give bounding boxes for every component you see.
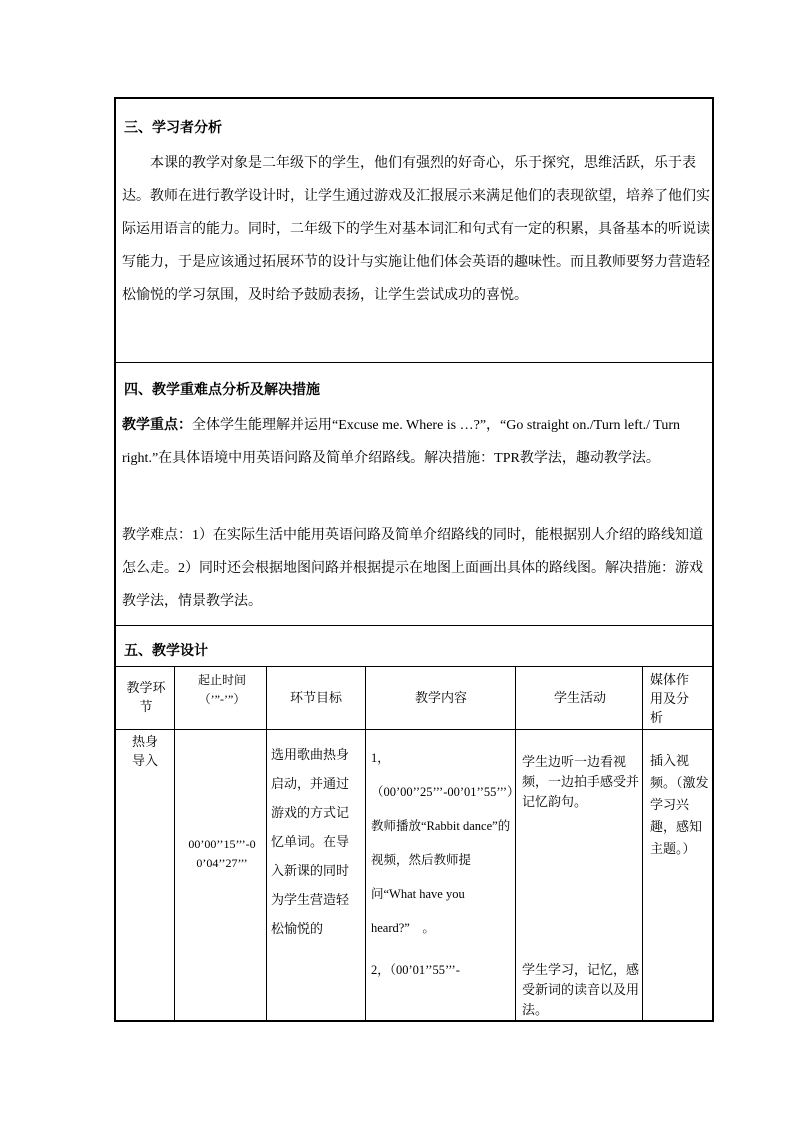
section-4-title: 四、教学重难点分析及解决措施 [124,382,320,398]
key-points-paragraph [122,409,710,475]
row-goal: 选用歌曲热身启动，并通过游戏的方式记忆单词。在导入新课的同时为学生营造轻松愉悦的 [271,748,350,937]
column-divider [266,666,267,1020]
divider [116,666,712,667]
divider [116,625,712,626]
column-divider [365,666,366,1020]
row-media: 插入视频。（激发学习兴趣，感知主题。） [650,754,709,857]
table-header-divider [116,729,712,730]
column-divider [174,666,175,1020]
row-content-2: 2，（00’01’’55’’’- [371,963,460,977]
row-time: 00’00’’15’’’-00’04’’27’’’ [188,837,256,870]
key-points-text: 全体学生能理解并运用“Excuse me. Where is …?”，“Go straight on./Turn left./ Turn right.”在具体语境中用英语问路及简单介绍路线。解决措施：TPR教学法，趣动教学法。 [122,418,681,466]
header-content: 教学内容 [414,691,467,706]
row-content-1: 1，（00’00’’25’’’-00’01’’55’’’）教师播放“Rabbit dance”的视频，然后教师提问“What have you heard?” 。 [371,751,520,935]
header-media: 媒体作用及分析 [650,673,690,726]
key-points-label: 教学重点： [122,418,192,433]
section-3-title: 三、学习者分析 [124,120,222,136]
row-activity-1: 学生边听一边看视频，一边拍手感受并记忆韵句。 [522,755,640,810]
divider [116,362,712,363]
header-goal: 环节目标 [289,691,342,706]
header-time: 起止时间（’”-’”） [197,673,246,706]
section-5-title: 五、教学设计 [124,643,208,659]
difficulty-paragraph: 教学难点：1）在实际生活中能用英语问路及简单介绍路线的同时，能根据别人介绍的路线知道怎么走。2）同时还会根据地图问路并根据提示在地图上面画出具体的路线图。解决措施：游戏教学法，情景教学法。 [122,528,703,609]
row-activity-2: 学生学习，记忆，感受新词的读音以及用法。 [522,963,640,1018]
lesson-plan-table [114,97,714,1022]
header-stage: 教学环节 [126,681,166,715]
column-divider [515,666,516,1020]
header-activity: 学生活动 [553,691,606,706]
row-stage: 热身导入 [131,735,158,769]
column-divider [642,666,643,1020]
section-3-paragraph: 本课的教学对象是二年级下的学生，他们有强烈的好奇心，乐于探究，思维活跃，乐于表达。教师在进行教学设计时，让学生通过游戏及汇报展示来满足他们的表现欲望，培养了他们实际运用语言的能力。同时，二年级下的学生对基本词汇和句式有一定的积累，具备基本的听说读写能力，于是应该通过拓展环节的设计与实施让他们体会英语的趣味性。而且教师要努力营造轻松愉悦的学习氛围，及时给予鼓励表扬，让学生尝试成功的喜悦。 [122,155,710,303]
